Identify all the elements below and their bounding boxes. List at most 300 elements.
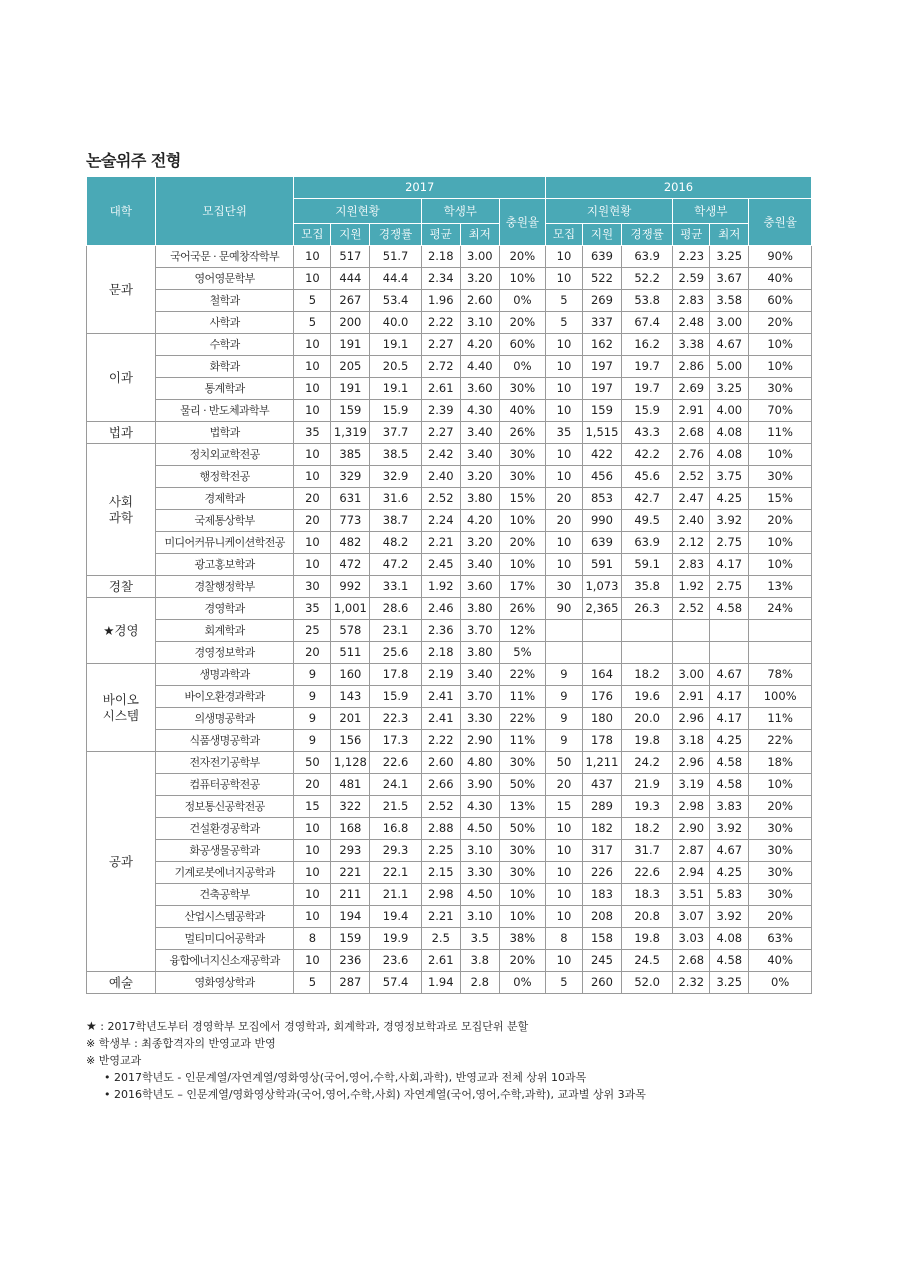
cell-avg-2016: 2.12: [673, 532, 710, 554]
table-row: [87, 906, 812, 928]
cell-competition-2017: 37.7: [370, 422, 421, 444]
cell-fill-rate-2016: 10%: [749, 532, 812, 554]
cell-competition-2017: 17.3: [370, 730, 421, 752]
cell-fill-rate-2017: 11%: [499, 686, 545, 708]
cell-competition-2017: 19.9: [370, 928, 421, 950]
cell-competition-2017: 31.6: [370, 488, 421, 510]
cell-unit: 화학과: [155, 356, 294, 378]
table-row: [87, 730, 812, 752]
college-label: ★경영: [103, 622, 139, 638]
cell-fill-rate-2016: 10%: [749, 334, 812, 356]
cell-fill-rate-2016: 20%: [749, 906, 812, 928]
cell-competition-2016: 24.5: [621, 950, 672, 972]
header-min-2016: 최저: [710, 224, 749, 246]
cell-unit: 회계학과: [155, 620, 294, 642]
table-row: [87, 422, 812, 444]
cell-apply-2017: 159: [331, 400, 370, 422]
cell-avg-2016: 2.68: [673, 422, 710, 444]
cell-min-2017: 4.30: [460, 400, 499, 422]
cell-recruit-2016: 90: [545, 598, 582, 620]
cell-fill-rate-2017: 10%: [499, 554, 545, 576]
cell-avg-2017: 2.66: [421, 774, 460, 796]
cell-fill-rate-2016: [749, 642, 812, 664]
cell-competition-2017: 44.4: [370, 268, 421, 290]
cell-apply-2016: 260: [582, 972, 621, 994]
cell-competition-2016: 16.2: [621, 334, 672, 356]
cell-recruit-2016: 10: [545, 466, 582, 488]
cell-apply-2016: 522: [582, 268, 621, 290]
cell-unit: 사학과: [155, 312, 294, 334]
cell-min-2016: 2.75: [710, 532, 749, 554]
cell-recruit-2016: 10: [545, 950, 582, 972]
cell-competition-2016: 19.7: [621, 356, 672, 378]
cell-avg-2017: 2.46: [421, 598, 460, 620]
cell-avg-2017: 2.40: [421, 466, 460, 488]
cell-unit: 식품생명공학과: [155, 730, 294, 752]
cell-apply-2016: 182: [582, 818, 621, 840]
cell-min-2017: 3.40: [460, 664, 499, 686]
cell-fill-rate-2017: 30%: [499, 862, 545, 884]
cell-fill-rate-2017: 12%: [499, 620, 545, 642]
cell-recruit-2017: 35: [294, 598, 331, 620]
cell-recruit-2016: 10: [545, 268, 582, 290]
cell-recruit-2016: 10: [545, 378, 582, 400]
cell-fill-rate-2017: 0%: [499, 972, 545, 994]
cell-avg-2016: 2.76: [673, 444, 710, 466]
cell-recruit-2017: 50: [294, 752, 331, 774]
cell-recruit-2017: 10: [294, 378, 331, 400]
table-row: [87, 576, 812, 598]
table-row: [87, 510, 812, 532]
cell-min-2017: 3.70: [460, 686, 499, 708]
cell-unit: 경영정보학과: [155, 642, 294, 664]
cell-apply-2017: 322: [331, 796, 370, 818]
cell-min-2017: 3.80: [460, 598, 499, 620]
cell-apply-2016: 2,365: [582, 598, 621, 620]
cell-apply-2017: 211: [331, 884, 370, 906]
cell-min-2017: 3.60: [460, 378, 499, 400]
cell-min-2016: 2.75: [710, 576, 749, 598]
cell-fill-rate-2016: 30%: [749, 818, 812, 840]
cell-unit: 국제통상학부: [155, 510, 294, 532]
cell-recruit-2016: 10: [545, 906, 582, 928]
table-row: [87, 532, 812, 554]
cell-fill-rate-2016: 100%: [749, 686, 812, 708]
cell-fill-rate-2016: 11%: [749, 422, 812, 444]
cell-apply-2017: 481: [331, 774, 370, 796]
cell-competition-2017: 23.6: [370, 950, 421, 972]
cell-apply-2017: 156: [331, 730, 370, 752]
cell-fill-rate-2017: 10%: [499, 268, 545, 290]
cell-avg-2017: 2.18: [421, 246, 460, 268]
cell-min-2017: 2.8: [460, 972, 499, 994]
header-record-2016: 학생부: [673, 199, 749, 224]
cell-avg-2017: 2.18: [421, 642, 460, 664]
cell-fill-rate-2017: 0%: [499, 356, 545, 378]
cell-fill-rate-2016: 30%: [749, 884, 812, 906]
cell-min-2017: 3.20: [460, 532, 499, 554]
cell-unit: 전자전기공학부: [155, 752, 294, 774]
cell-min-2016: 4.00: [710, 400, 749, 422]
cell-competition-2017: 38.5: [370, 444, 421, 466]
cell-competition-2016: 26.3: [621, 598, 672, 620]
cell-competition-2016: [621, 642, 672, 664]
cell-fill-rate-2017: 30%: [499, 378, 545, 400]
cell-apply-2016: 1,211: [582, 752, 621, 774]
cell-fill-rate-2017: 15%: [499, 488, 545, 510]
cell-fill-rate-2016: 10%: [749, 356, 812, 378]
cell-apply-2016: 226: [582, 862, 621, 884]
cell-unit: 경찰행정학부: [155, 576, 294, 598]
cell-recruit-2017: 10: [294, 906, 331, 928]
cell-apply-2017: 201: [331, 708, 370, 730]
cell-avg-2016: 2.91: [673, 400, 710, 422]
cell-apply-2016: 164: [582, 664, 621, 686]
cell-competition-2016: 20.0: [621, 708, 672, 730]
cell-apply-2017: 992: [331, 576, 370, 598]
college-cell: [87, 972, 156, 994]
cell-avg-2017: 2.60: [421, 752, 460, 774]
cell-apply-2017: 159: [331, 928, 370, 950]
header-recruit-2017: 모집: [294, 224, 331, 246]
cell-avg-2016: 2.32: [673, 972, 710, 994]
cell-fill-rate-2017: 20%: [499, 246, 545, 268]
cell-min-2016: 3.92: [710, 818, 749, 840]
cell-competition-2017: 53.4: [370, 290, 421, 312]
cell-avg-2017: 2.27: [421, 422, 460, 444]
cell-min-2016: 4.17: [710, 686, 749, 708]
cell-min-2016: 3.92: [710, 906, 749, 928]
cell-fill-rate-2016: 70%: [749, 400, 812, 422]
table-row: [87, 686, 812, 708]
note-subjects: ※ 반영교과: [86, 1054, 142, 1067]
cell-fill-rate-2016: 11%: [749, 708, 812, 730]
table-row: [87, 928, 812, 950]
cell-recruit-2016: 10: [545, 356, 582, 378]
cell-recruit-2017: 10: [294, 818, 331, 840]
cell-fill-rate-2016: [749, 620, 812, 642]
cell-apply-2016: 639: [582, 246, 621, 268]
header-recruit-2016: 모집: [545, 224, 582, 246]
cell-fill-rate-2017: 20%: [499, 312, 545, 334]
header-applicants-2016: 지원현황: [545, 199, 672, 224]
cell-recruit-2017: 9: [294, 730, 331, 752]
cell-competition-2017: 15.9: [370, 686, 421, 708]
note-subjects-2016: • 2016학년도 – 인문계열/영화영상학과(국어,영어,수학,사회) 자연계열(국어,영어,수학,과학), 교과별 상위 3과목: [104, 1088, 646, 1101]
header-fill-rate-2016: 충원율: [749, 199, 812, 246]
cell-fill-rate-2017: 10%: [499, 884, 545, 906]
table-row: [87, 862, 812, 884]
cell-avg-2016: 2.69: [673, 378, 710, 400]
cell-fill-rate-2017: 30%: [499, 444, 545, 466]
cell-apply-2016: 853: [582, 488, 621, 510]
college-label: 이과: [108, 369, 133, 385]
cell-min-2016: 3.58: [710, 290, 749, 312]
cell-competition-2016: 43.3: [621, 422, 672, 444]
cell-apply-2017: 191: [331, 378, 370, 400]
cell-min-2017: 3.40: [460, 444, 499, 466]
table-row: [87, 664, 812, 686]
cell-avg-2016: 2.59: [673, 268, 710, 290]
table-row: [87, 752, 812, 774]
cell-avg-2016: 2.40: [673, 510, 710, 532]
cell-min-2017: 3.40: [460, 554, 499, 576]
cell-unit: 건설환경공학과: [155, 818, 294, 840]
cell-avg-2016: 3.00: [673, 664, 710, 686]
cell-competition-2016: 67.4: [621, 312, 672, 334]
cell-fill-rate-2016: 18%: [749, 752, 812, 774]
header-competition-2017: 경쟁률: [370, 224, 421, 246]
cell-competition-2017: 57.4: [370, 972, 421, 994]
cell-min-2016: 3.83: [710, 796, 749, 818]
table-row: [87, 400, 812, 422]
cell-avg-2017: 2.5: [421, 928, 460, 950]
cell-fill-rate-2017: 10%: [499, 906, 545, 928]
cell-avg-2016: 3.51: [673, 884, 710, 906]
cell-min-2017: 4.40: [460, 356, 499, 378]
cell-unit: 융합에너지신소재공학과: [155, 950, 294, 972]
header-year-2016: 2016: [545, 177, 811, 199]
cell-unit: 철학과: [155, 290, 294, 312]
cell-avg-2016: 1.92: [673, 576, 710, 598]
header-fill-rate-2017: 충원율: [499, 199, 545, 246]
note-star-text: : 2017학년도부터 경영학부 모집에서 경영학과, 회계학과, 경영정보학과로 모집단위 분할: [100, 1020, 529, 1033]
cell-competition-2016: 42.7: [621, 488, 672, 510]
cell-competition-2017: 17.8: [370, 664, 421, 686]
cell-recruit-2017: 9: [294, 708, 331, 730]
cell-fill-rate-2017: 50%: [499, 818, 545, 840]
cell-fill-rate-2017: 30%: [499, 466, 545, 488]
cell-competition-2016: 42.2: [621, 444, 672, 466]
cell-apply-2017: 631: [331, 488, 370, 510]
cell-fill-rate-2016: 15%: [749, 488, 812, 510]
cell-competition-2017: 20.5: [370, 356, 421, 378]
cell-apply-2017: 482: [331, 532, 370, 554]
cell-apply-2017: 1,128: [331, 752, 370, 774]
cell-recruit-2016: 5: [545, 972, 582, 994]
cell-fill-rate-2016: 0%: [749, 972, 812, 994]
cell-unit: 영어영문학부: [155, 268, 294, 290]
cell-recruit-2016: [545, 642, 582, 664]
college-cell: [87, 334, 156, 422]
cell-competition-2016: 19.8: [621, 730, 672, 752]
cell-min-2016: 3.75: [710, 466, 749, 488]
cell-avg-2016: 3.19: [673, 774, 710, 796]
cell-fill-rate-2017: 40%: [499, 400, 545, 422]
cell-apply-2016: 639: [582, 532, 621, 554]
cell-avg-2017: 2.15: [421, 862, 460, 884]
cell-avg-2016: 2.91: [673, 686, 710, 708]
cell-fill-rate-2016: 40%: [749, 950, 812, 972]
college-cell: [87, 752, 156, 972]
cell-fill-rate-2017: 11%: [499, 730, 545, 752]
cell-min-2017: 3.10: [460, 312, 499, 334]
college-label: 과학: [108, 509, 133, 525]
table-row: [87, 246, 812, 268]
college-cell: [87, 422, 156, 444]
cell-fill-rate-2016: 90%: [749, 246, 812, 268]
cell-recruit-2016: 9: [545, 686, 582, 708]
cell-avg-2016: [673, 620, 710, 642]
cell-avg-2017: 2.21: [421, 532, 460, 554]
cell-avg-2016: 2.87: [673, 840, 710, 862]
cell-competition-2017: 28.6: [370, 598, 421, 620]
cell-unit: 멀티미디어공학과: [155, 928, 294, 950]
cell-avg-2017: 2.36: [421, 620, 460, 642]
cell-recruit-2017: 20: [294, 510, 331, 532]
cell-min-2017: 4.20: [460, 510, 499, 532]
college-label: 문과: [108, 281, 133, 297]
cell-apply-2016: [582, 620, 621, 642]
cell-fill-rate-2016: 20%: [749, 312, 812, 334]
cell-avg-2016: 2.83: [673, 290, 710, 312]
cell-recruit-2016: 20: [545, 774, 582, 796]
cell-min-2016: 3.25: [710, 972, 749, 994]
cell-min-2017: 3.5: [460, 928, 499, 950]
table-row: [87, 774, 812, 796]
cell-apply-2017: 511: [331, 642, 370, 664]
cell-unit: 통계학과: [155, 378, 294, 400]
cell-apply-2016: 158: [582, 928, 621, 950]
cell-fill-rate-2017: 5%: [499, 642, 545, 664]
note-record: ※ 학생부 : 최종합격자의 반영교과 반영: [86, 1037, 276, 1050]
college-cell: [87, 664, 156, 752]
cell-recruit-2017: 20: [294, 774, 331, 796]
table-row: [87, 444, 812, 466]
college-label: 바이오: [102, 691, 140, 707]
cell-min-2016: 4.08: [710, 444, 749, 466]
cell-apply-2017: 293: [331, 840, 370, 862]
cell-min-2017: 3.80: [460, 488, 499, 510]
cell-min-2017: 3.90: [460, 774, 499, 796]
cell-unit: 컴퓨터공학전공: [155, 774, 294, 796]
cell-competition-2017: 19.4: [370, 906, 421, 928]
cell-competition-2016: 18.2: [621, 818, 672, 840]
cell-min-2017: 3.20: [460, 466, 499, 488]
table-row: [87, 950, 812, 972]
cell-min-2016: 4.25: [710, 862, 749, 884]
cell-fill-rate-2016: 24%: [749, 598, 812, 620]
cell-competition-2016: 19.3: [621, 796, 672, 818]
cell-min-2017: 3.00: [460, 246, 499, 268]
header-avg-2016: 평균: [673, 224, 710, 246]
cell-min-2016: [710, 620, 749, 642]
cell-unit: 산업시스템공학과: [155, 906, 294, 928]
cell-recruit-2017: 10: [294, 356, 331, 378]
header-avg-2017: 평균: [421, 224, 460, 246]
cell-apply-2016: 289: [582, 796, 621, 818]
cell-avg-2017: 2.22: [421, 730, 460, 752]
cell-unit: 생명과학과: [155, 664, 294, 686]
cell-apply-2017: 1,319: [331, 422, 370, 444]
college-label: 예술: [108, 974, 133, 990]
cell-avg-2016: 2.98: [673, 796, 710, 818]
cell-recruit-2017: 8: [294, 928, 331, 950]
table-row: [87, 818, 812, 840]
table-row: [87, 840, 812, 862]
cell-unit: 건축공학부: [155, 884, 294, 906]
cell-avg-2016: 2.94: [673, 862, 710, 884]
cell-avg-2017: 2.61: [421, 950, 460, 972]
cell-unit: 정보통신공학전공: [155, 796, 294, 818]
header-year-2017: 2017: [294, 177, 546, 199]
cell-apply-2017: 385: [331, 444, 370, 466]
cell-min-2017: 4.20: [460, 334, 499, 356]
cell-apply-2017: 236: [331, 950, 370, 972]
cell-fill-rate-2016: 10%: [749, 554, 812, 576]
cell-recruit-2017: 10: [294, 400, 331, 422]
cell-recruit-2016: 20: [545, 510, 582, 532]
cell-apply-2016: 197: [582, 356, 621, 378]
cell-competition-2017: 24.1: [370, 774, 421, 796]
cell-apply-2016: 208: [582, 906, 621, 928]
table-row: [87, 972, 812, 994]
cell-recruit-2016: 10: [545, 818, 582, 840]
cell-competition-2017: 33.1: [370, 576, 421, 598]
cell-apply-2017: 191: [331, 334, 370, 356]
cell-apply-2016: 180: [582, 708, 621, 730]
cell-fill-rate-2017: 26%: [499, 598, 545, 620]
cell-recruit-2016: 10: [545, 400, 582, 422]
cell-min-2016: 4.58: [710, 598, 749, 620]
cell-competition-2016: 63.9: [621, 532, 672, 554]
cell-min-2016: 3.25: [710, 378, 749, 400]
cell-recruit-2017: 10: [294, 840, 331, 862]
cell-recruit-2016: 10: [545, 532, 582, 554]
cell-recruit-2017: 10: [294, 268, 331, 290]
cell-recruit-2016: 35: [545, 422, 582, 444]
cell-avg-2016: 3.38: [673, 334, 710, 356]
cell-recruit-2016: 10: [545, 444, 582, 466]
cell-min-2017: 3.40: [460, 422, 499, 444]
cell-competition-2016: 31.7: [621, 840, 672, 862]
table-row: [87, 488, 812, 510]
cell-avg-2017: 2.61: [421, 378, 460, 400]
cell-recruit-2016: 20: [545, 488, 582, 510]
cell-recruit-2017: 5: [294, 972, 331, 994]
cell-apply-2017: 472: [331, 554, 370, 576]
table-row: [87, 466, 812, 488]
cell-fill-rate-2016: 30%: [749, 378, 812, 400]
table-row: [87, 268, 812, 290]
cell-unit: 행정학전공: [155, 466, 294, 488]
cell-avg-2017: 2.52: [421, 796, 460, 818]
cell-recruit-2016: 10: [545, 554, 582, 576]
cell-min-2016: 3.92: [710, 510, 749, 532]
cell-min-2016: 4.67: [710, 334, 749, 356]
cell-recruit-2017: 9: [294, 686, 331, 708]
cell-apply-2016: 422: [582, 444, 621, 466]
cell-avg-2017: 2.42: [421, 444, 460, 466]
cell-min-2017: 2.60: [460, 290, 499, 312]
cell-competition-2017: 40.0: [370, 312, 421, 334]
cell-min-2016: 4.08: [710, 928, 749, 950]
cell-apply-2016: [582, 642, 621, 664]
college-label: 경찰: [108, 578, 133, 594]
cell-min-2017: 4.50: [460, 818, 499, 840]
cell-competition-2016: 15.9: [621, 400, 672, 422]
header-record-2017: 학생부: [421, 199, 499, 224]
table-row: [87, 378, 812, 400]
cell-avg-2016: 3.07: [673, 906, 710, 928]
cell-apply-2017: 444: [331, 268, 370, 290]
cell-min-2016: 4.67: [710, 664, 749, 686]
college-cell: [87, 246, 156, 334]
cell-fill-rate-2016: 30%: [749, 466, 812, 488]
cell-fill-rate-2017: 60%: [499, 334, 545, 356]
cell-competition-2017: 16.8: [370, 818, 421, 840]
table-row: [87, 642, 812, 664]
